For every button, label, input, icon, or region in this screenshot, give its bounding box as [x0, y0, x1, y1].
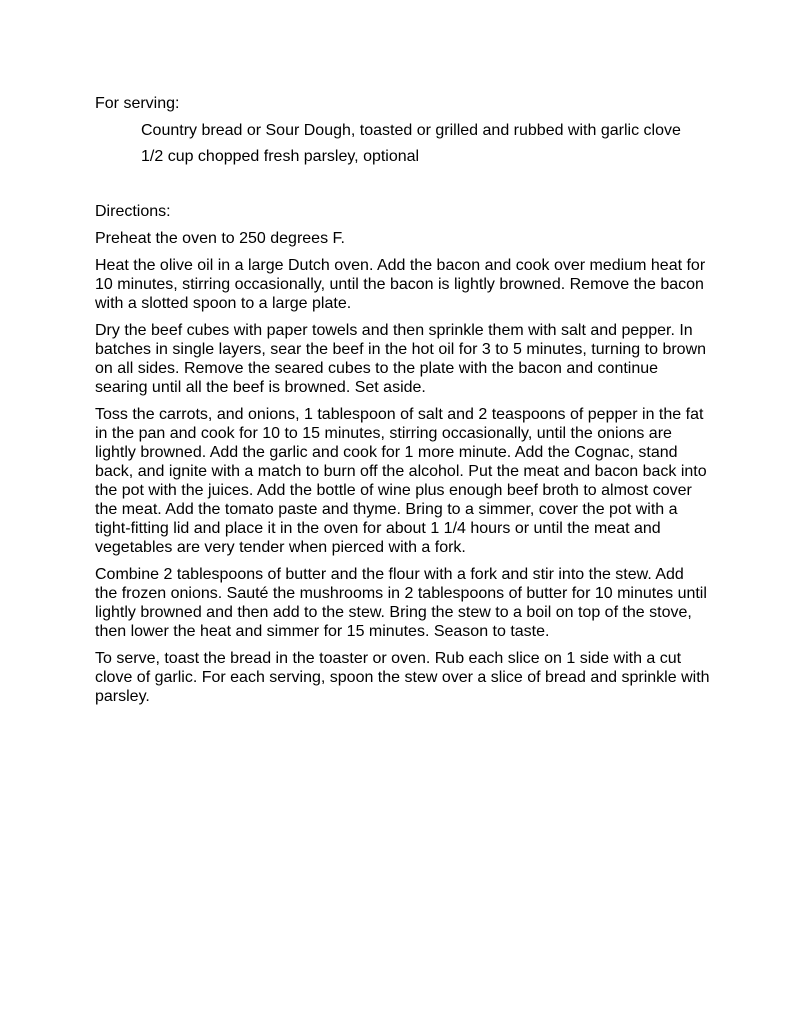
direction-step-thicken: Combine 2 tablespoons of butter and the flour with a fork and stir into the stew. Add the frozen onions. Sauté the mushrooms in 2 tablespoons of butter for 10 minutes until lightly browned and then add to the stew. Bring the stew to a boil on top of the stove, then lower the heat and simmer for 15 minutes. Season to taste. — [95, 566, 707, 640]
serving-heading: For serving: — [95, 95, 180, 112]
direction-step-bacon: Heat the olive oil in a large Dutch oven. Add the bacon and cook over medium heat for 10 minutes, stirring occasionally, until the bacon is lightly browned. Remove the bacon with a slotted spoon to a large plate. — [95, 257, 706, 312]
direction-step-sear-beef: Dry the beef cubes with paper towels and then sprinkle them with salt and pepper. In batches in single layers, sear the beef in the hot oil for 3 to 5 minutes, turning to brown on all sides. Remove the seared cubes to the plate with the bacon and continue searing until all the beef is browned. Set aside. — [95, 322, 707, 396]
serving-item-bread: Country bread or Sour Dough, toasted or grilled and rubbed with garlic clove — [141, 122, 681, 139]
direction-step-vegetables-and-simmer: Toss the carrots, and onions, 1 tablespoon of salt and 2 teaspoons of pepper in the fat in the pan and cook for 10 to 15 minutes, stirring occasionally, until the onions are lightly browned. Add the garlic and cook for 1 more minute. Add the Cognac, stand back, and ignite with a match to burn off the alcohol. Put the meat and bacon back into the pot with the juices. Add the bottle of wine plus enough beef broth to almost cover the meat. Add the tomato paste and thyme. Bring to a simmer, cover the pot with a tight-fitting lid and place it in the oven for about 1 1/4 hours or until the meat and vegetables are very tender when pierced with a fork. — [95, 406, 707, 556]
direction-step-serve: To serve, toast the bread in the toaster or oven. Rub each slice on 1 side with a cut clove of garlic. For each serving, spoon the stew over a slice of bread and sprinkle with parsley. — [95, 650, 710, 705]
recipe-page — [95, 94, 710, 714]
direction-step-preheat: Preheat the oven to 250 degrees F. — [95, 230, 345, 247]
serving-item-parsley: 1/2 cup chopped fresh parsley, optional — [141, 148, 420, 165]
directions-heading: Directions: — [95, 203, 171, 220]
